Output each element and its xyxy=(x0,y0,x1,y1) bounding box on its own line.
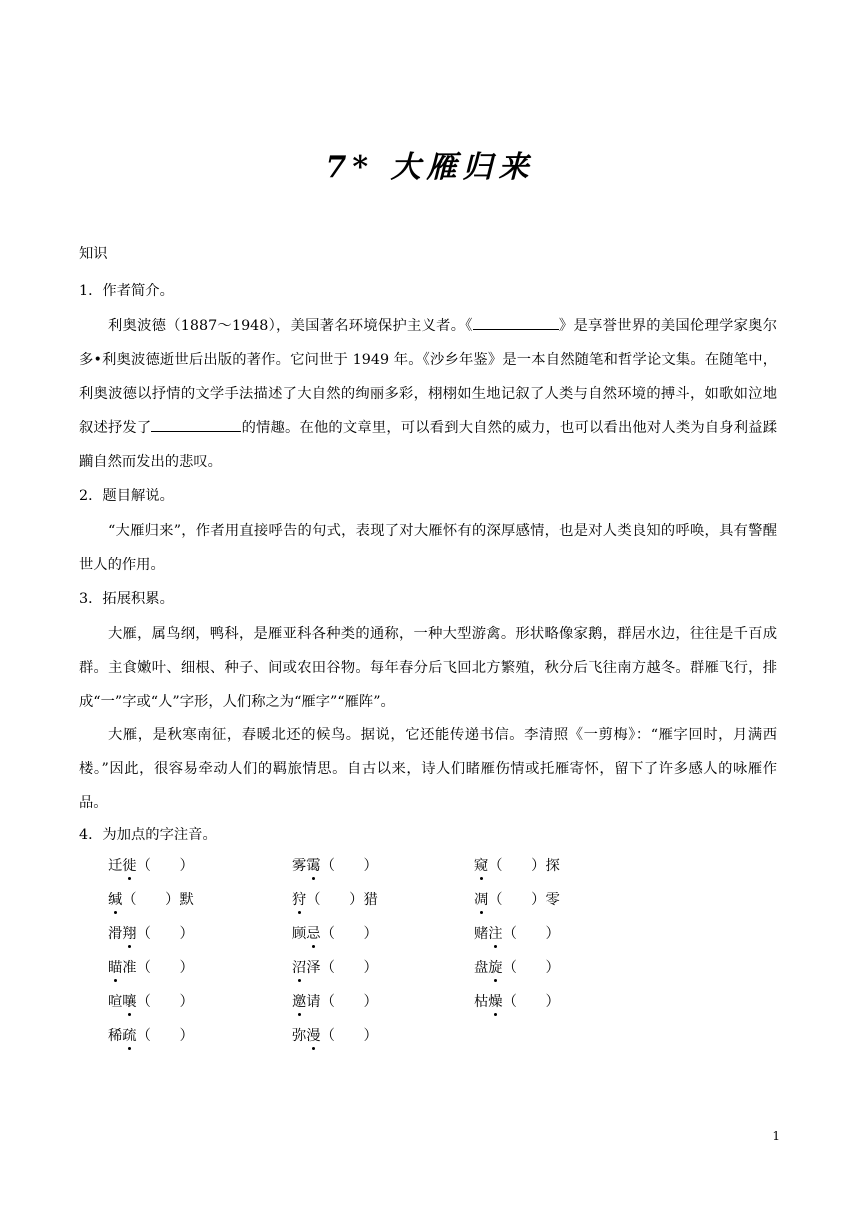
dotted-character: 窥 xyxy=(474,855,488,875)
answer-parentheses[interactable]: （ ） xyxy=(320,858,378,874)
title-explanation-paragraph: “大雁归来”，作者用直接呼告的句式，表现了对大雁怀有的深厚感情，也是对人类良知的呼唤，具有警醒世人的作用。 xyxy=(79,523,777,573)
dotted-character: 凋 xyxy=(474,889,488,909)
fill-blank-1[interactable] xyxy=(473,315,559,330)
pinyin-item xyxy=(108,957,194,977)
pinyin-row xyxy=(108,855,708,877)
answer-parentheses[interactable]: （ ）默 xyxy=(122,892,194,908)
answer-parentheses[interactable]: （ ） xyxy=(502,960,560,976)
dotted-character: 燥 xyxy=(488,991,502,1011)
word-prefix: 弥 xyxy=(292,1028,307,1044)
pinyin-item xyxy=(474,923,560,943)
answer-parentheses[interactable]: （ ） xyxy=(136,1028,194,1044)
answer-parentheses[interactable]: （ ）零 xyxy=(488,892,560,908)
answer-parentheses[interactable]: （ ） xyxy=(502,926,560,942)
page-number: 1 xyxy=(772,1129,780,1143)
dotted-character: 狩 xyxy=(292,889,306,909)
section-3-heading: 3．拓展积累。 xyxy=(79,591,174,607)
pinyin-row xyxy=(108,991,708,1013)
pinyin-row xyxy=(108,889,708,911)
word-prefix: 顾 xyxy=(292,926,307,942)
author-intro-text-c: 的情趣。在他的文章里，可以看到大自然的威力，也可以看出他对人类为自身利益蹂躏自然而发出的悲叹。 xyxy=(79,420,778,470)
dotted-character: 旋 xyxy=(488,957,502,977)
answer-parentheses[interactable]: （ ） xyxy=(320,926,378,942)
pinyin-item xyxy=(474,991,560,1011)
pinyin-item xyxy=(292,991,378,1011)
dotted-character: 漫 xyxy=(306,1025,320,1045)
extension-paragraph-2: 大雁，是秋寒南征，春暖北还的候鸟。据说，它还能传递书信。李清照《一剪梅》：“雁字回时，月满西楼。”因此，很容易牵动人们的羁旅情思。自古以来，诗人们睹雁伤情或托雁寄怀，留下了许多感人的咏雁作品。 xyxy=(79,727,777,811)
answer-parentheses[interactable]: （ ） xyxy=(136,926,194,942)
pinyin-item xyxy=(108,1025,194,1045)
dotted-character: 疏 xyxy=(122,1025,136,1045)
answer-parentheses[interactable]: （ ）探 xyxy=(488,858,560,874)
fill-blank-2[interactable] xyxy=(151,417,241,432)
word-prefix: 滑 xyxy=(108,926,123,942)
answer-parentheses[interactable]: （ ） xyxy=(320,1028,378,1044)
answer-parentheses[interactable]: （ ） xyxy=(136,994,194,1010)
page-title: 7* 大雁归来 xyxy=(325,150,535,185)
author-intro-text-a: 利奥波德（1887～1948），美国著名环境保护主义者。《 xyxy=(108,318,473,334)
answer-parentheses[interactable]: （ ）猎 xyxy=(306,892,378,908)
pinyin-item xyxy=(108,889,194,909)
answer-parentheses[interactable]: （ ） xyxy=(136,858,194,874)
pinyin-item xyxy=(292,889,378,909)
pinyin-row xyxy=(108,957,708,979)
word-prefix: 迁 xyxy=(108,858,123,874)
word-prefix: 稀 xyxy=(108,1028,123,1044)
answer-parentheses[interactable]: 泽（ ） xyxy=(306,960,378,976)
word-prefix: 盘 xyxy=(474,960,489,976)
pinyin-item xyxy=(474,855,560,875)
pinyin-item xyxy=(474,889,560,909)
extension-paragraph-1: 大雁，属鸟纲，鸭科，是雁亚科各种类的通称，一种大型游禽。形状略像家鹅，群居水边，往往是千百成群。主食嫩叶、细根、种子、间或农田谷物。每年春分后飞回北方繁殖，秋分后飞往南方越冬。群雁飞行，排成“一”字或“人”字形，人们称之为“雁字”“雁阵”。 xyxy=(79,626,777,710)
word-prefix: 赌 xyxy=(474,926,489,942)
section-4-heading: 4．为加点的字注音。 xyxy=(79,827,217,843)
pinyin-item xyxy=(474,957,560,977)
pinyin-item xyxy=(292,1025,378,1045)
dotted-character: 忌 xyxy=(306,923,320,943)
dotted-character: 徙 xyxy=(122,855,136,875)
pinyin-item xyxy=(292,855,378,875)
pinyin-row xyxy=(108,1025,708,1047)
answer-parentheses[interactable]: 请（ ） xyxy=(306,994,378,1010)
section-1-heading: 1．作者简介。 xyxy=(79,283,174,299)
answer-parentheses[interactable]: （ ） xyxy=(502,994,560,1010)
dotted-character: 翔 xyxy=(122,923,136,943)
pinyin-item xyxy=(292,923,378,943)
pinyin-item xyxy=(292,957,378,977)
author-intro-text-b: 》是享誉世界的美国伦理学家奥尔多•利奥波德逝世后出版的著作。它问世于 1949 年。《沙乡年鉴》是一本自然随笔和哲学论文集。在随笔中，利奥波德以抒情的文学手法描述了大自然的绚丽多彩，栩栩如生地记叙了人类与自然环境的搏斗，如歌如泣地叙述抒发了 xyxy=(79,318,778,436)
dotted-character: 瞄 xyxy=(108,957,122,977)
word-prefix: 雾 xyxy=(292,858,307,874)
dotted-character: 注 xyxy=(488,923,502,943)
word-prefix: 喧 xyxy=(108,994,123,1010)
dotted-character: 沼 xyxy=(292,957,306,977)
answer-parentheses[interactable]: 准（ ） xyxy=(122,960,194,976)
pinyin-row xyxy=(108,923,708,945)
pinyin-item xyxy=(108,991,194,1011)
pinyin-item xyxy=(108,855,194,875)
dotted-character: 邀 xyxy=(292,991,306,1011)
word-prefix: 枯 xyxy=(474,994,489,1010)
section-label: 知识 xyxy=(79,246,108,262)
author-intro-paragraph xyxy=(79,309,777,479)
dotted-character: 缄 xyxy=(108,889,122,909)
section-2-heading: 2．题目解说。 xyxy=(79,488,174,504)
pinyin-item xyxy=(108,923,194,943)
dotted-character: 霭 xyxy=(306,855,320,875)
dotted-character: 嚷 xyxy=(122,991,136,1011)
